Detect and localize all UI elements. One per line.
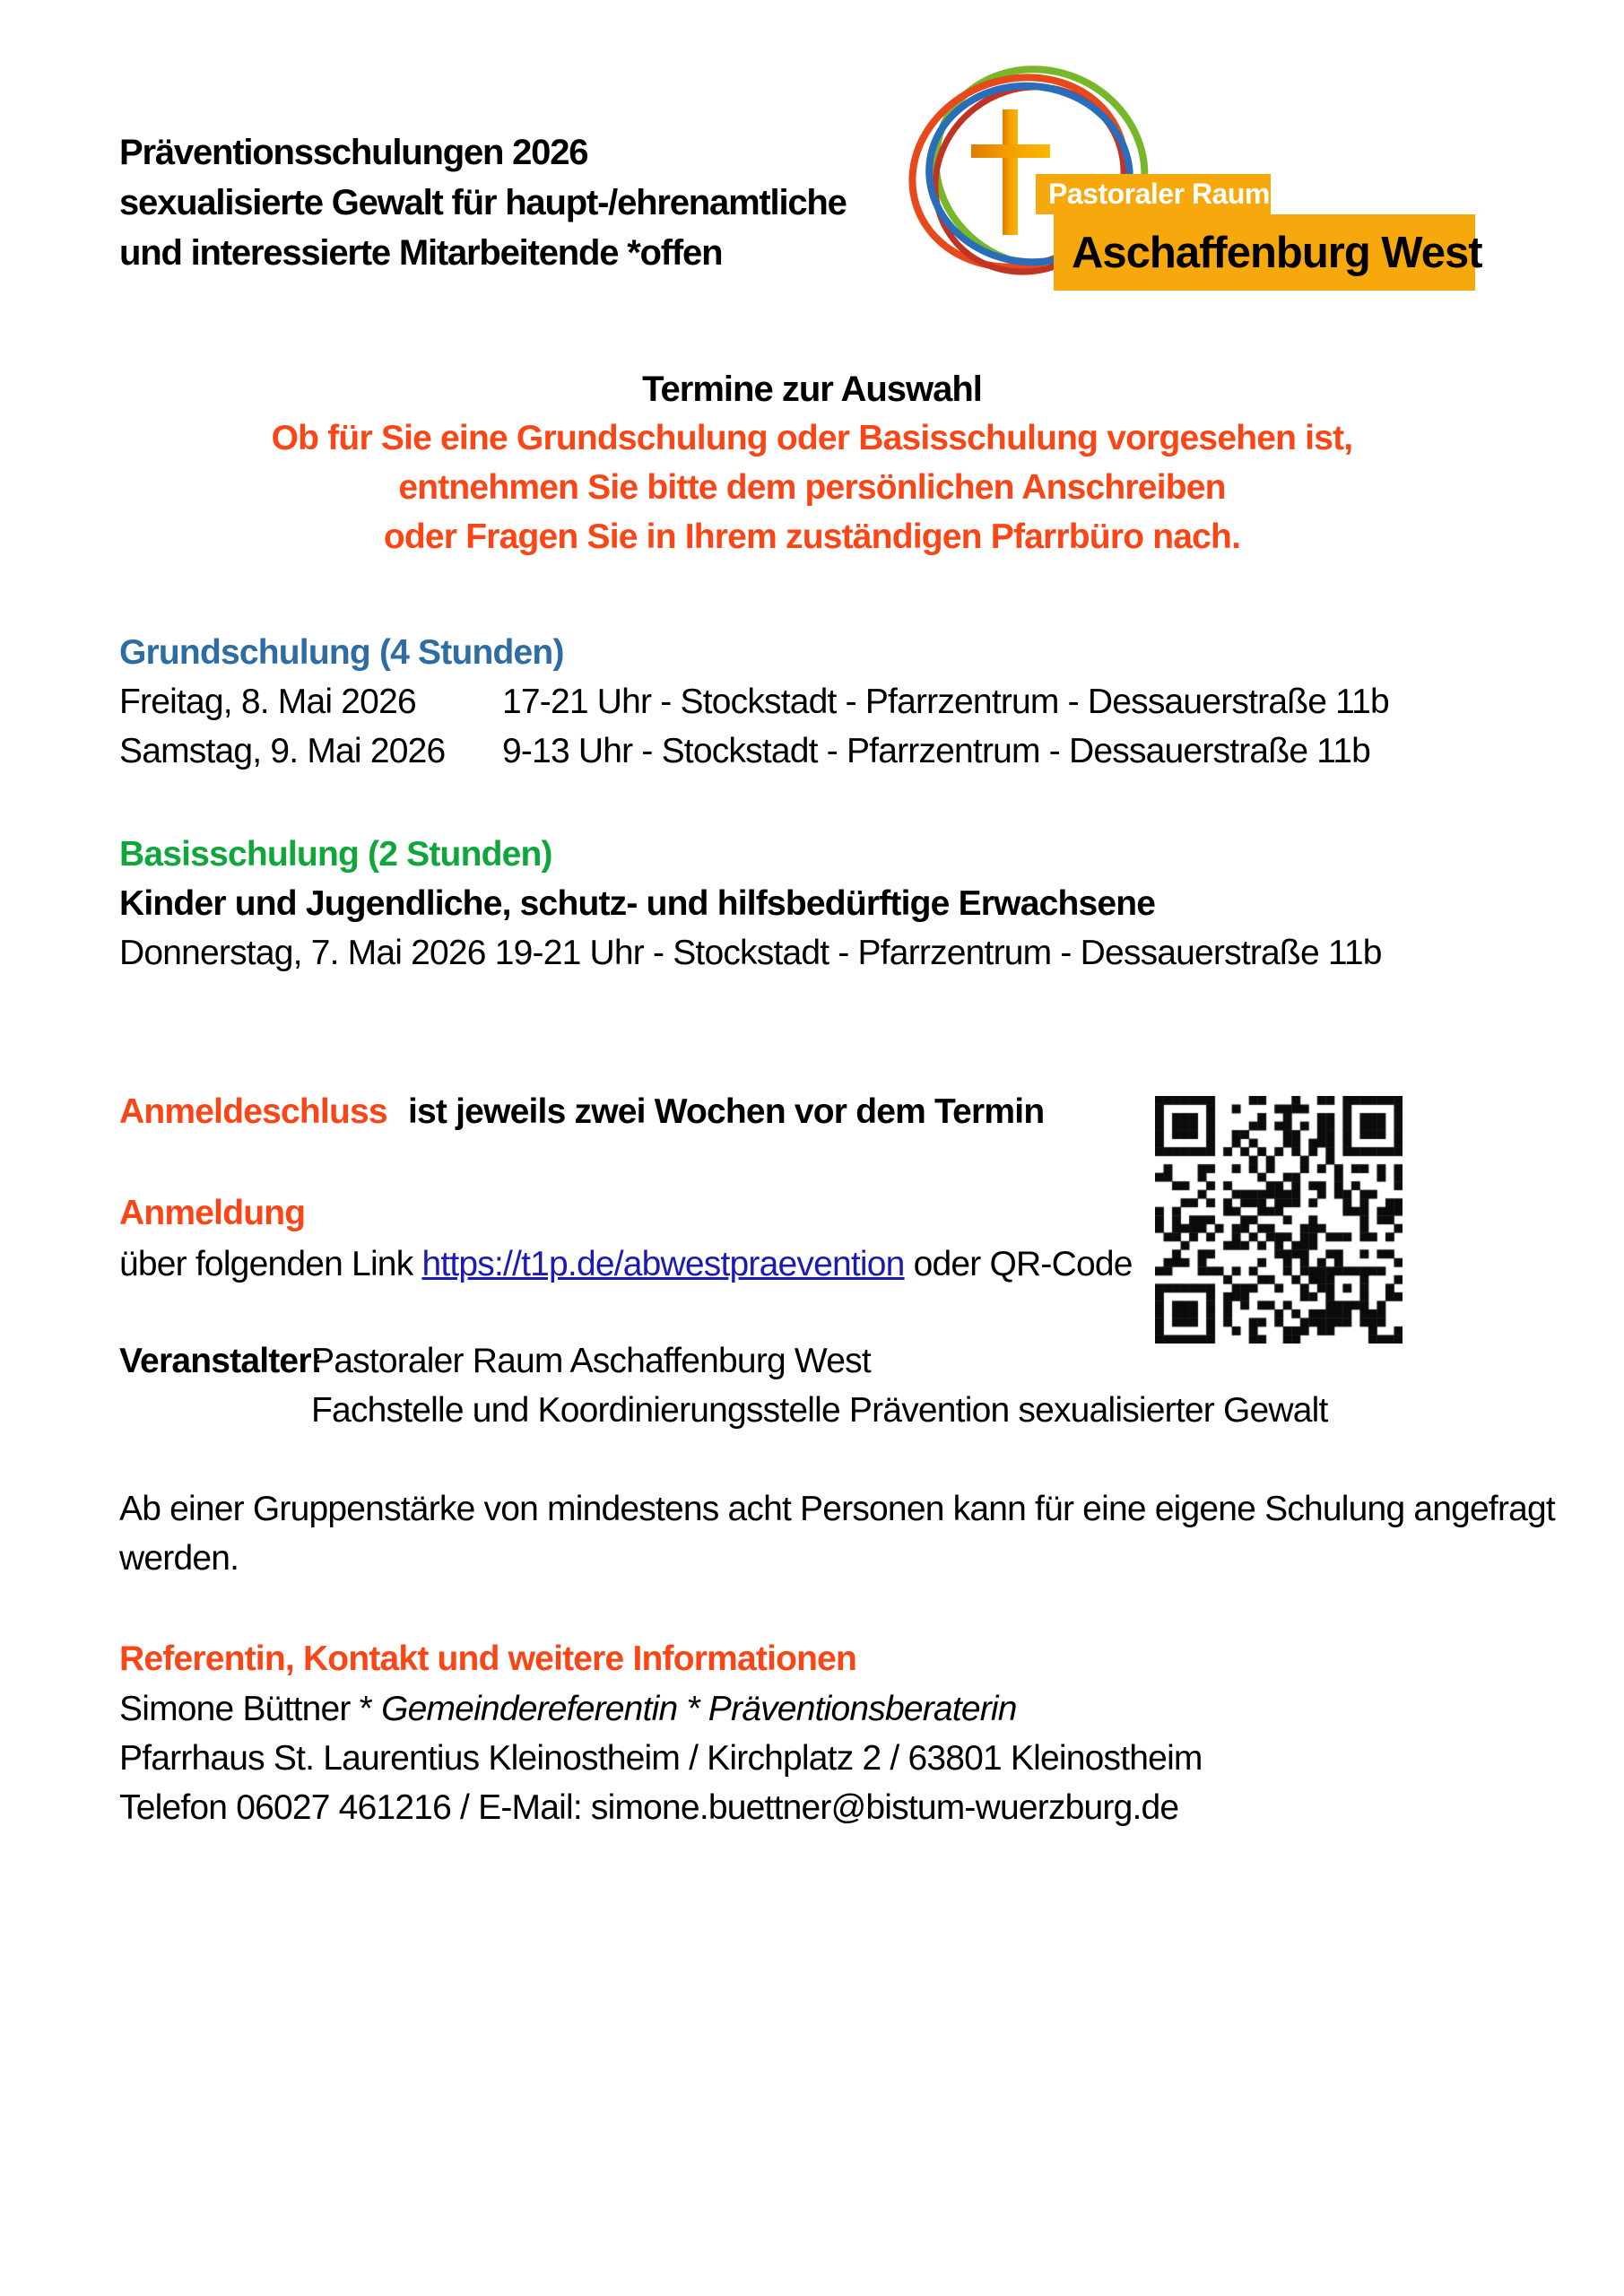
grundschulung-heading: Grundschulung (4 Stunden) — [119, 633, 564, 672]
registration-link[interactable]: https://t1p.de/abwestpraevention — [421, 1245, 905, 1283]
logo-tag-small-label: Pastoraler Raum — [1048, 178, 1270, 210]
intro-line: oder Fragen Sie in Ihrem zuständigen Pfarrbüro nach. — [383, 517, 1241, 556]
contact-name-line — [119, 1684, 1017, 1734]
intro-line: Ob für Sie eine Grundschulung oder Basisschulung vorgesehen ist, — [271, 419, 1353, 457]
contact-name: Simone Büttner * — [119, 1690, 382, 1728]
veranstalter-label: Veranstalter: — [119, 1342, 322, 1380]
anmeldung-line — [119, 1239, 1133, 1289]
logo-tag-large-label: Aschaffenburg West — [1072, 228, 1482, 277]
anmeldung-line-prefix: über folgenden Link — [119, 1245, 422, 1283]
anmeldeschluss-label: Anmeldeschluss — [119, 1092, 387, 1131]
contact-roles: Gemeindereferentin * Präventionsberaterin — [381, 1690, 1017, 1728]
group-note-line-1: Ab einer Gruppenstärke von mindestens acht Personen kann für eine eigene Schulung angefragt — [119, 1490, 1555, 1528]
contact-phone-email: Telefon 06027 461216 / E-Mail: simone.buettner@bistum-wuerzburg.de — [119, 1788, 1179, 1827]
grundschulung-row-2-details: 9-13 Uhr - Stockstadt - Pfarrzentrum - Dessauerstraße 11b — [502, 732, 1371, 770]
basisschulung-session: Donnerstag, 7. Mai 2026 19-21 Uhr - Stockstadt - Pfarrzentrum - Dessauerstraße 11b — [119, 934, 1382, 972]
anmeldeschluss-text: ist jeweils zwei Wochen vor dem Termin — [408, 1092, 1045, 1131]
page-title-line-2: sexualisierte Gewalt für haupt-/ehrenamtliche — [119, 183, 847, 222]
group-note-line-2: werden. — [119, 1539, 239, 1578]
page-title-line-3: und interessierte Mitarbeitende *offen — [119, 233, 723, 273]
intro-line: entnehmen Sie bitte dem persönlichen Anschreiben — [398, 468, 1226, 507]
page-title-line-1: Präventionsschulungen 2026 — [119, 133, 588, 172]
basisschulung-audience: Kinder und Jugendliche, schutz- und hilfsbedürftige Erwachsene — [119, 884, 1156, 923]
anmeldung-heading: Anmeldung — [119, 1194, 306, 1232]
veranstalter-line-1: Pastoraler Raum Aschaffenburg West — [311, 1342, 871, 1380]
contact-heading: Referentin, Kontakt und weitere Informationen — [119, 1639, 857, 1678]
logo-tag-small — [1036, 174, 1271, 214]
veranstalter-line-2: Fachstelle und Koordinierungsstelle Prävention sexualisierter Gewalt — [311, 1391, 1328, 1430]
page-title — [119, 127, 847, 278]
cross-icon — [971, 109, 1050, 235]
intro-title: Termine zur Auswahl — [642, 370, 982, 409]
qr-code — [1155, 1096, 1403, 1344]
grundschulung-row-1-details: 17-21 Uhr - Stockstadt - Pfarrzentrum - Dessauerstraße 11b — [502, 683, 1389, 721]
basisschulung-heading: Basisschulung (2 Stunden) — [119, 835, 552, 874]
grundschulung-row-1-day: Freitag, 8. Mai 2026 — [119, 683, 416, 721]
grundschulung-row-2-day: Samstag, 9. Mai 2026 — [119, 732, 446, 770]
contact-address: Pfarrhaus St. Laurentius Kleinostheim / Kirchplatz 2 / 63801 Kleinostheim — [119, 1739, 1203, 1778]
logo-tag-large — [1054, 214, 1482, 291]
anmeldung-line-suffix: oder QR-Code — [904, 1245, 1133, 1283]
